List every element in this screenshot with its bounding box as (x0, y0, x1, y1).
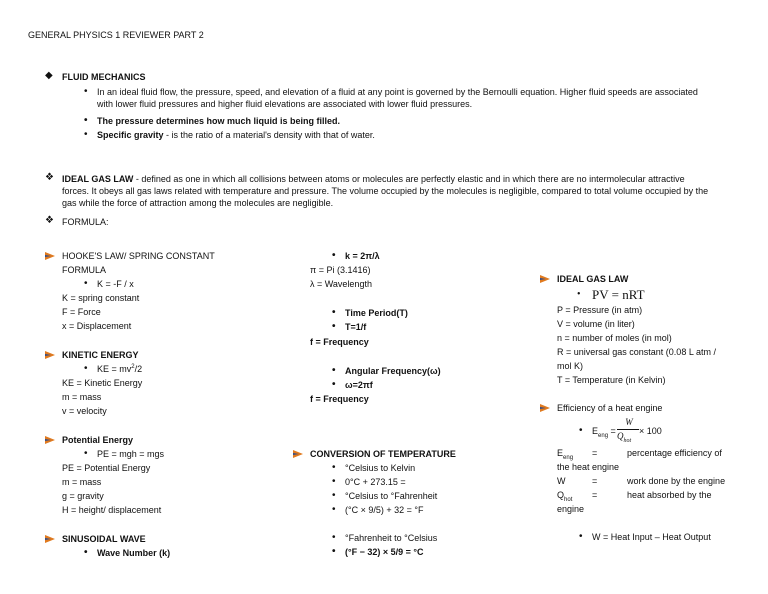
ig-def-2: V = volume (in liter) (557, 319, 635, 329)
eff-def-3-eq: = (592, 490, 598, 500)
eff-def-1-sym: $E_{eng}$ (557, 448, 574, 461)
eff-def-3-text: heat absorbed by the (627, 490, 712, 500)
hooke-def-3: x = Displacement (62, 321, 132, 331)
fluid-bullet-2: The pressure determines how much liquid is being filled. (97, 116, 341, 126)
lambda-def: λ = Wavelength (310, 279, 372, 289)
sw-heading: SINUSOIDAL WAVE (62, 534, 146, 544)
fluid-heading: FLUID MECHANICS (62, 72, 146, 82)
ig-def-3: n = number of moles (in mol) (557, 333, 672, 343)
pe-def-3: g = gravity (62, 491, 104, 501)
work-formula: W = Heat Input – Heat Output (592, 532, 711, 542)
hooke-formula: K = -F / x (97, 279, 134, 289)
arrow-bullet-icon (45, 351, 55, 359)
eff-def-2-eq: = (592, 476, 598, 486)
arrow-bullet-icon (540, 404, 550, 412)
k-formula: k = 2π/λ (345, 251, 380, 261)
pe-def-1: PE = Potential Energy (62, 463, 151, 473)
ig-def-4a: R = universal gas constant (0.08 L atm / (557, 347, 716, 357)
conv-6: (°F − 32) × 5/9 = °C (345, 547, 424, 557)
t-formula: T=1/f (345, 322, 367, 332)
pe-formula: PE = mgh = mgs (97, 449, 165, 459)
conv-1: °Celsius to Kelvin (345, 463, 416, 473)
diamond-outline-bullet-icon: ❖ (45, 215, 54, 226)
eff-def-3-text2: engine (557, 504, 585, 514)
eff-numerator: W (625, 417, 633, 427)
fluid-bullet-1: In an ideal fluid flow, the pressure, speed, and elevation of a fluid at any point is governed by the Bernoulli equation. Higher fluid speeds are associated with lower fluid pressures and higher fluid elevations are associated with lower fluid pressures. (97, 87, 698, 109)
ke-def-3: v = velocity (62, 406, 107, 416)
pe-def-4: H = height/ displacement (62, 505, 162, 515)
conv-2: 0°C + 273.15 = (345, 477, 406, 487)
ig-def-1: P = Pressure (in atm) (557, 305, 643, 315)
arrow-bullet-icon (45, 252, 55, 260)
w-formula: ω=2πf (345, 380, 373, 390)
ke-def-1: KE = Kinetic Energy (62, 378, 143, 388)
ig-heading: IDEAL GAS LAW (557, 274, 629, 284)
ke-def-2: m = mass (62, 392, 102, 402)
conv-heading: CONVERSION OF TEMPERATURE (310, 449, 456, 459)
eff-def-2-text: work done by the engine (627, 476, 726, 486)
eff-def-3-sym: $Q_{hot}$ (557, 490, 573, 503)
angular-frequency: Angular Frequency(ω) (345, 366, 441, 376)
ke-formula: KE = $mv^2/2$ (97, 364, 143, 374)
ke-heading: KINETIC ENERGY (62, 350, 139, 360)
hooke-heading-1: HOOKE'S LAW/ SPRING CONSTANT (62, 251, 215, 261)
pe-def-2: m = mass (62, 477, 102, 487)
eff-formula: $E_{eng}$ = (592, 426, 616, 439)
fluid-bullet-3: Specific gravity - is the ratio of a material's density with that of water. (97, 130, 375, 140)
arrow-bullet-icon (45, 436, 55, 444)
eff-def-1-text2: the heat engine (557, 462, 620, 472)
hooke-heading-2: FORMULA (62, 265, 107, 275)
conv-3: °Celsius to °Fahrenheit (345, 491, 438, 501)
ig-formula: PV = nRT (592, 287, 645, 302)
arrow-bullet-icon (293, 450, 303, 458)
f-def-1: f = Frequency (310, 337, 369, 347)
ig-def-5: T = Temperature (in Kelvin) (557, 375, 666, 385)
formula-label: FORMULA: (62, 217, 109, 227)
ig-def-4b: mol K) (557, 361, 584, 371)
eff-times: × 100 (639, 426, 662, 436)
hooke-def-2: F = Force (62, 307, 101, 317)
eff-heading: Efficiency of a heat engine (557, 403, 663, 413)
conv-5: °Fahrenheit to °Celsius (345, 533, 438, 543)
diamond-outline-bullet-icon: ❖ (45, 172, 54, 183)
arrow-bullet-icon (45, 535, 55, 543)
page-title: GENERAL PHYSICS 1 REVIEWER PART 2 (28, 30, 204, 40)
hooke-def-1: K = spring constant (62, 293, 140, 303)
f-def-2: f = Frequency (310, 394, 369, 404)
conv-4: (°C × 9/5) + 32 = °F (345, 505, 424, 515)
arrow-bullet-icon (540, 275, 550, 283)
idealgas-paragraph: IDEAL GAS LAW - defined as one in which all collisions between atoms or molecules are perfectly elastic and in which there are no intermolecular attractive forces. It obeys all gas laws related with temperature and pressure. The volume occupied by the molecules is negligible, compared to total volume occupied by the gas while the force of attraction among the molecules are negligible. (62, 174, 709, 208)
sw-bullet: Wave Number (k) (97, 548, 171, 558)
diamond-bullet-icon: ◆ (45, 70, 53, 81)
eff-denominator: $Q_{hot}$ (617, 431, 632, 444)
time-period: Time Period(T) (345, 308, 408, 318)
eff-def-2-sym: W (557, 476, 566, 486)
pe-heading: Potential Energy (62, 435, 134, 445)
eff-def-1-text: percentage efficiency of (627, 448, 722, 458)
eff-def-1-eq: = (592, 448, 598, 458)
pi-def: π = Pi (3.1416) (310, 265, 371, 275)
